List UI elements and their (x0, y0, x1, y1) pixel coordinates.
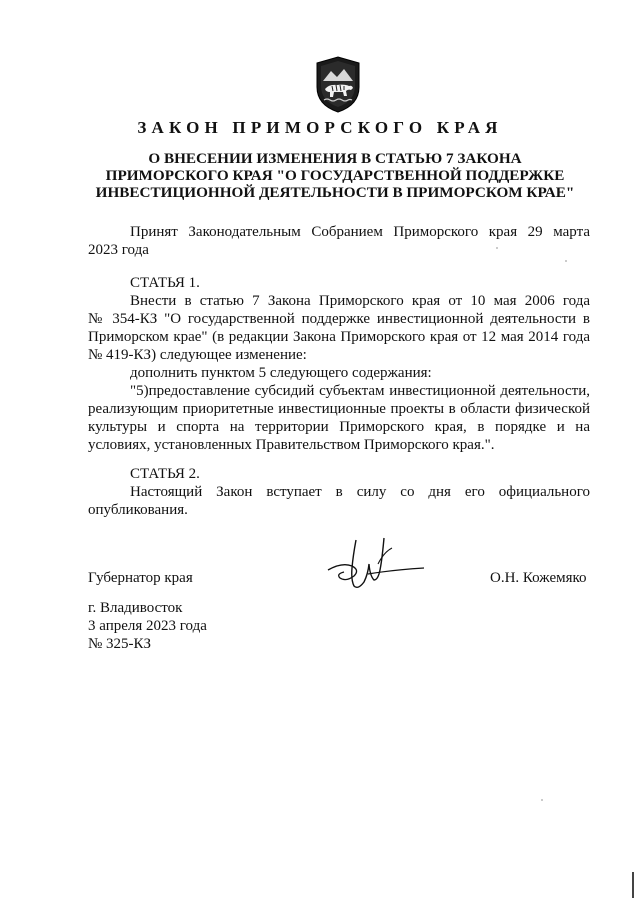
subtitle-line: ПРИМОРСКОГО КРАЯ "О ГОСУДАРСТВЕННОЙ ПОДДЕРЖКЕ (105, 167, 565, 184)
coat-of-arms-emblem (315, 55, 361, 113)
article-1-line: дополнить пунктом 5 следующего содержания: (130, 365, 432, 381)
adopted-line: 2023 года (88, 242, 149, 258)
law-title: ЗАКОН ПРИМОРСКОГО КРАЯ (137, 118, 503, 137)
subtitle-line: ИНВЕСТИЦИОННОЙ ДЕЯТЕЛЬНОСТИ В ПРИМОРСКОМ КРАЕ" (95, 184, 575, 201)
article-2-line: Настоящий Закон вступает в силу со дня его официального (130, 484, 590, 500)
signatory-position: Губернатор края (88, 570, 193, 586)
signing-date: 3 апреля 2023 года (88, 618, 207, 634)
law-number: № 325-КЗ (88, 636, 152, 652)
handwritten-signature (322, 534, 427, 596)
scan-edge-mark (632, 872, 634, 898)
article-1-line: условиях, установленных Правительством Приморского края.". (88, 437, 495, 453)
article-1-heading: СТАТЬЯ 1. (130, 275, 200, 291)
article-2-heading: СТАТЬЯ 2. (130, 466, 200, 482)
article-1-line: № 354-КЗ "О государственной поддержке инвестиционной деятельности в (88, 311, 590, 327)
article-1-line: Приморском крае" (в редакции Закона Приморского края от 12 мая 2014 года (88, 329, 590, 345)
article-1-line: Внести в статью 7 Закона Приморского края от 10 мая 2006 года (130, 293, 590, 309)
scan-speck (565, 260, 567, 262)
adopted-line: Принят Законодательным Собранием Приморского края 29 марта (130, 224, 590, 240)
article-1-line: культуры и спорта на территории Приморского края, в порядке и на (88, 419, 590, 435)
article-1-line: реализующим приоритетные инвестиционные проекты в области физической (88, 401, 590, 417)
place-of-signing: г. Владивосток (88, 600, 183, 616)
article-1-line: № 419-КЗ) следующее изменение: (88, 347, 307, 363)
scan-speck (496, 247, 498, 249)
signatory-name: О.Н. Кожемяко (490, 570, 587, 586)
article-2-line: опубликования. (88, 502, 188, 518)
law-subtitle (80, 150, 590, 201)
subtitle-line: О ВНЕСЕНИИ ИЗМЕНЕНИЯ В СТАТЬЮ 7 ЗАКОНА (148, 150, 522, 167)
scan-speck (541, 799, 543, 801)
article-1-line: "5)предоставление субсидий субъектам инвестиционной деятельности, (130, 383, 590, 399)
